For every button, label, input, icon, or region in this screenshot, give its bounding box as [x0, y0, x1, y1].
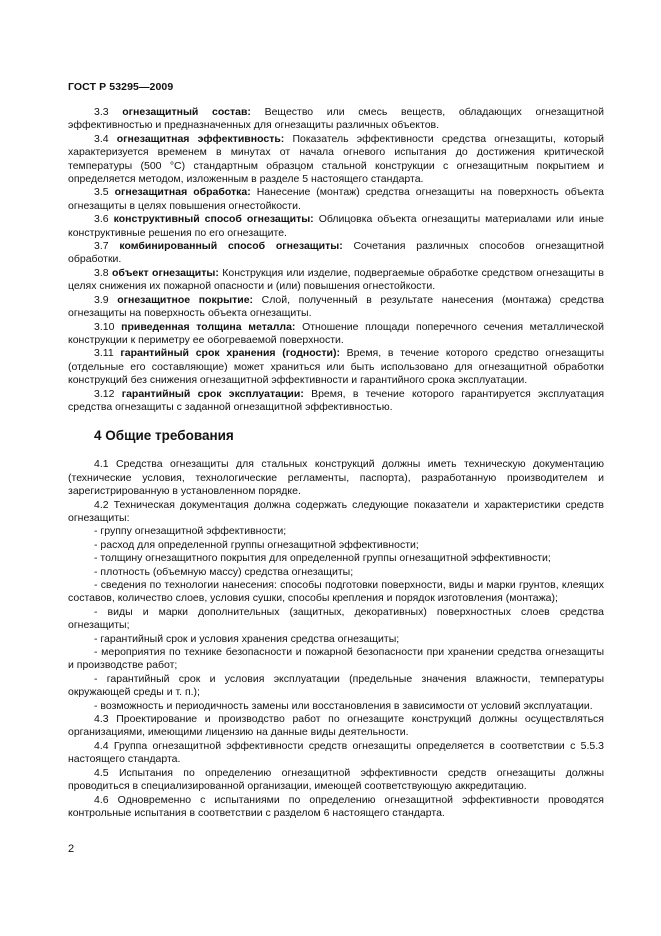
clause-4-4: 4.4 Группа огнезащитной эффективности средств огнезащиты определяется в соответствии с 5.5.3 настоящего стандарта.: [68, 739, 604, 766]
document-header: ГОСТ Р 53295—2009: [68, 81, 174, 93]
list-item: - толщину огнезащитного покрытия для определенной группы огнезащитной эффективности;: [94, 552, 551, 565]
definition-3-10: 3.10 приведенная толщина металла: Отношение площади поперечного сечения металлической конструкции к периметру ее обогреваемой поверхности.: [68, 320, 605, 346]
clause-4-5: 4.5 Испытания по определению огнезащитной эффективности средств огнезащиты должны проводиться в специализированной организации, имеющей соответствующую аккредитацию.: [68, 766, 604, 793]
definition-3-7: 3.7 комбинированный способ огнезащиты: Сочетания различных способов огнезащитной обработки.: [68, 240, 604, 266]
document-body: [68, 102, 604, 820]
list-item: - расход для определенной группы огнезащитной эффективности;: [94, 538, 419, 551]
list-item: - гарантийный срок и условия хранения средства огнезащиты;: [94, 632, 400, 645]
definition-3-12: 3.12 гарантийный срок эксплуатации: Время, в течение которого гарантируется эксплуатация средства огнезащиты с заданной огнезащитной эффективностью.: [68, 387, 605, 413]
page-number: 2: [68, 843, 75, 855]
list-item: - гарантийный срок и условия эксплуатации (предельные значения влажности, температуры окружающей среды и т. п.);: [68, 672, 604, 699]
clause-4-3: 4.3 Проектирование и производство работ по огнезащите конструкций должны осуществляться организациями, имеющими лицензию на данные виды деятельности.: [68, 713, 604, 739]
list-item: - группу огнезащитной эффективности;: [94, 525, 287, 538]
list-item: - плотность (объемную массу) средства огнезащиты;: [94, 565, 354, 578]
definition-3-4: 3.4 огнезащитная эффективность: Показатель эффективности средства огнезащиты, который характеризуется временем в минутах от начала огневого испытания до достижения критической температуры (500 °С) стандартным образцом стальной конструкции с огнезащитным покрытием и определяется методом, изложенным в разделе 5 настоящего стандарта.: [68, 132, 604, 186]
list-item: - сведения по технологии нанесения: способы подготовки поверхности, виды и марки грунтов, клеящих составов, количество слоев, условия сушки, способы крепления и порядок изготовления (монтажа);: [68, 579, 604, 605]
general-requirements-section: [68, 458, 604, 820]
definition-3-3: 3.3 огнезащитный состав: Вещество или смесь веществ, обладающих огнезащитной эффективностью и предназначенных для огнезащиты различных объектов.: [68, 106, 604, 132]
definition-3-11: 3.11 гарантийный срок хранения (годности): Время, в течение которого средство огнезащиты (отдельные его составляющие) может храниться или быть использовано для огнезащитной обработки конструкций без снижения огнезащитной эффективности и гарантийного срока эксплуатации.: [68, 347, 604, 387]
definition-3-9: 3.9 огнезащитное покрытие: Слой, полученный в результате нанесения (монтажа) средства огнезащиты на поверхность объекта огнезащиты.: [68, 293, 604, 320]
clause-4-2: 4.2 Техническая документация должна содержать следующие показатели и характеристики средств огнезащиты:: [68, 498, 604, 524]
list-item: - возможность и периодичность замены или восстановления в зависимости от условий эксплуатации.: [94, 699, 593, 712]
definition-3-6: 3.6 конструктивный способ огнезащиты: Облицовка объекта огнезащиты материалами или иные конструктивные решения по его огнезащите.: [68, 213, 605, 239]
list-item: - виды и марки дополнительных (защитных, декоративных) поверхностных слоев средства огнезащиты;: [68, 605, 604, 632]
section-heading: 4 Общие требования: [94, 428, 234, 444]
list-item: - мероприятия по технике безопасности и пожарной безопасности при хранении средства огнезащиты и производстве работ;: [68, 646, 604, 672]
clause-4-6: 4.6 Одновременно с испытаниями по определению огнезащитной эффективности проводятся контрольные испытания в соответствии с разделом 6 настоящего стандарта.: [68, 793, 604, 819]
clause-4-1: 4.1 Средства огнезащиты для стальных конструкций должны иметь техническую документацию (технические условия, технологические регламенты, паспорта), разработанную производителем и зарегистрированную в установленном порядке.: [68, 458, 604, 498]
definition-3-5: 3.5 огнезащитная обработка: Нанесение (монтаж) средства огнезащиты на поверхность объекта огнезащиты в целях повышения огнестойкости.: [68, 186, 605, 212]
definition-3-8: 3.8 объект огнезащиты: Конструкция или изделие, подвергаемые обработке средством огнезащиты в целях снижения их пожарной опасности и (или) повышения огнестойкости.: [68, 266, 605, 293]
definitions-section: [68, 102, 604, 414]
